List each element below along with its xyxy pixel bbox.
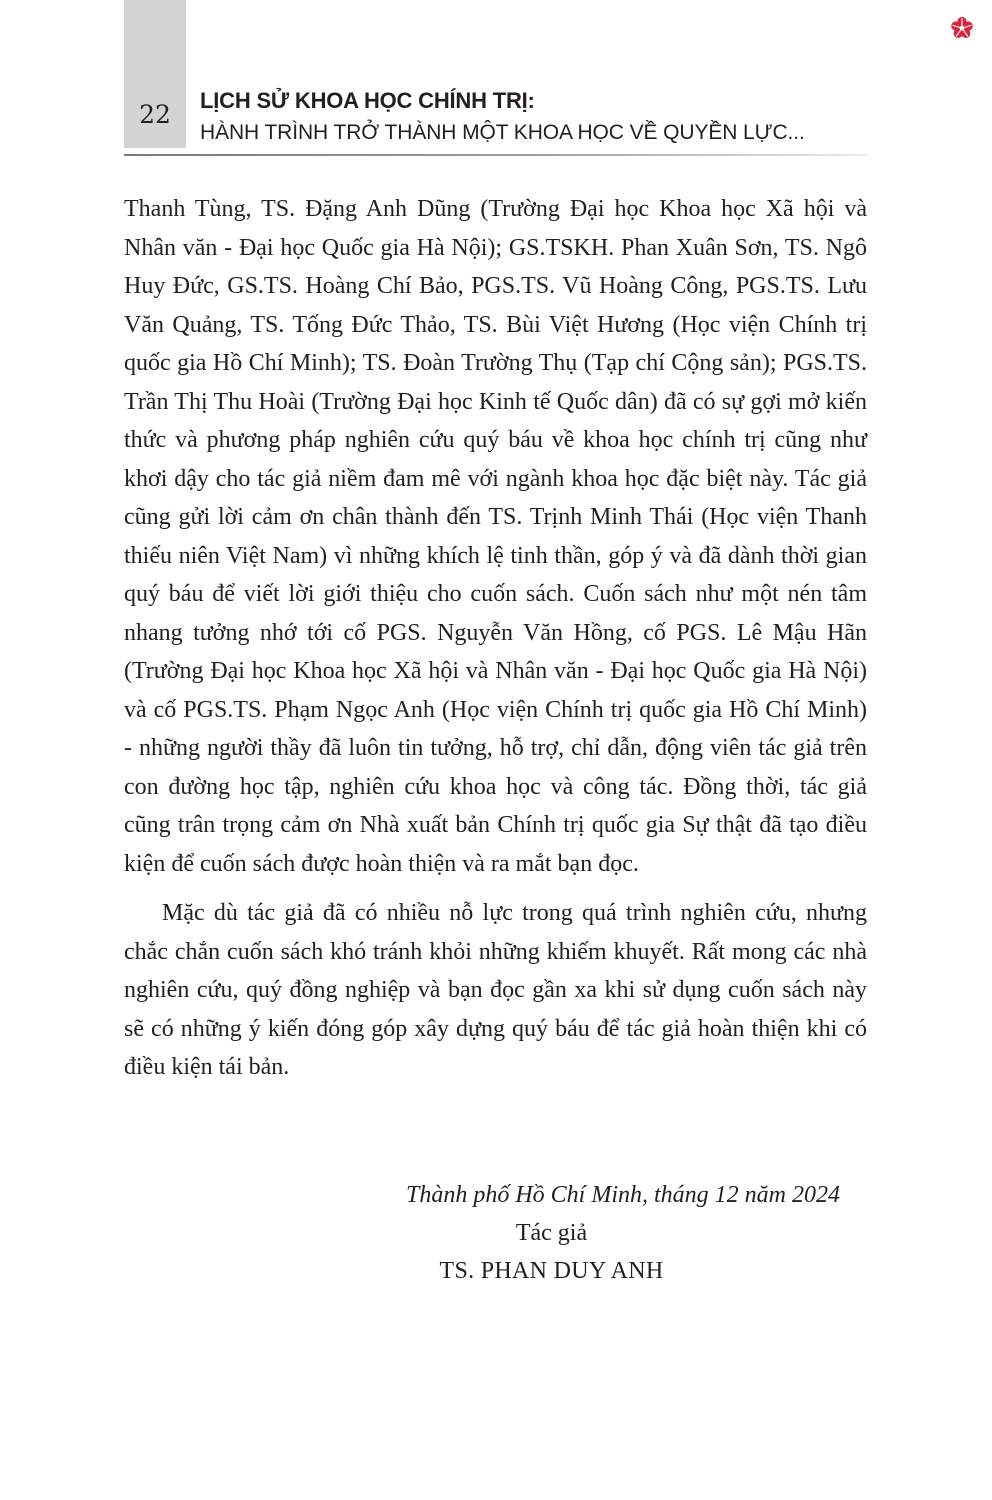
- header-divider: [124, 154, 867, 156]
- body-paragraph: Mặc dù tác giả đã có nhiều nỗ lực trong quá trình nghiên cứu, nhưng chắc chắn cuốn sách khó tránh khỏi những khiếm khuyết. Rất mong các nhà nghiên cứu, quý đồng nghiệp và bạn đọc gần xa khi sử dụng cuốn sách này sẽ có những ý kiến đóng góp xây dựng quý báu để tác giả hoàn thiện khi có điều kiện tái bản.: [124, 900, 867, 1080]
- body-paragraph: Thanh Tùng, TS. Đặng Anh Dũng (Trường Đại học Khoa học Xã hội và Nhân văn - Đại học Quốc gia Hà Nội); GS.TSKH. Phan Xuân Sơn, TS. Ngô Huy Đức, GS.TS. Hoàng Chí Bảo, PGS.TS. Vũ Hoàng Công, PGS.TS. Lưu Văn Quảng, TS. Tống Đức Thảo, TS. Bùi Việt Hương (Học viện Chính trị quốc gia Hồ Chí Minh); TS. Đoàn Trường Thụ (Tạp chí Cộng sản); PGS.TS. Trần Thị Thu Hoài (Trường Đại học Kinh tế Quốc dân) đã có sự gợi mở kiến thức và phương pháp nghiên cứu quý báu về khoa học chính trị cũng như khơi dậy cho tác giả niềm đam mê với ngành khoa học đặc biệt này. Tác giả cũng gửi lời cảm ơn chân thành đến TS. Trịnh Minh Thái (Học viện Thanh thiếu niên Việt Nam) vì những khích lệ tinh thần, góp ý và đã dành thời gian quý báu để viết lời giới thiệu cho cuốn sách. Cuốn sách như một nén tâm nhang tưởng nhớ tới cố PGS. Nguyễn Văn Hồng, cố PGS. Lê Mậu Hãn (Trường Đại học Khoa học Xã hội và Nhân văn - Đại học Quốc gia Hà Nội) và cố PGS.TS. Phạm Ngọc Anh (Học viện Chính trị quốc gia Hồ Chí Minh) - những người thầy đã luôn tin tưởng, hỗ trợ, chỉ dẫn, động viên tác giả trên con đường học tập, nghiên cứu khoa học và công tác. Đồng thời, tác giả cũng trân trọng cảm ơn Nhà xuất bản Chính trị quốc gia Sự thật đã tạo điều kiện để cuốn sách được hoàn thiện và ra mắt bạn đọc.: [124, 196, 867, 877]
- running-subtitle: HÀNH TRÌNH TRỞ THÀNH MỘT KHOA HỌC VỀ QUYỀN LỰC...: [200, 121, 805, 144]
- page-number: 22: [139, 100, 171, 129]
- flower-icon: [950, 16, 974, 40]
- body-text: [124, 190, 867, 1087]
- author-name: TS. PHAN DUY ANH: [439, 1258, 664, 1284]
- signoff-block: [124, 1176, 867, 1290]
- running-title: LỊCH SỬ KHOA HỌC CHÍNH TRỊ:: [200, 88, 535, 113]
- author-role: Tác giả: [515, 1220, 588, 1246]
- place-date: Thành phố Hồ Chí Minh, tháng 12 năm 2024: [405, 1182, 840, 1208]
